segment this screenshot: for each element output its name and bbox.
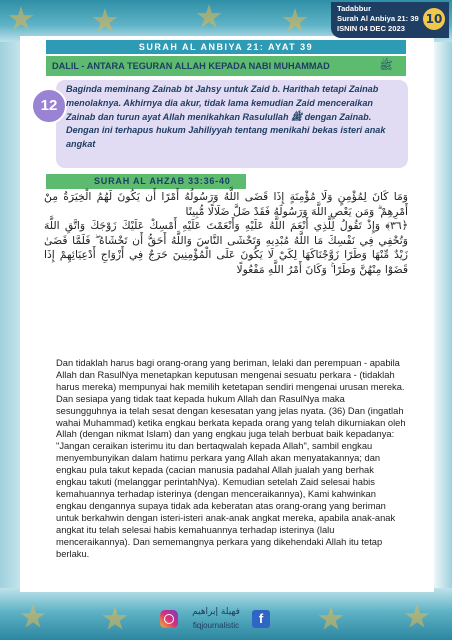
facebook-icon[interactable]: f <box>252 610 270 628</box>
salawat-seal-icon: ﷺ <box>291 111 303 122</box>
section-title: SURAH AL ANBIYA 21: AYAT 39 <box>46 40 406 54</box>
dalil-band <box>46 56 406 76</box>
card-text-part1: Baginda meminang Zainab bt Jahsy untuk Zaid b. Harithah tetapi Zainab menolaknya. Akhirnya dia akur, tidak lama kemudian Zaid menceraikan Zainab dan turun ayat Allah menikahkan Rasulullah <box>66 84 379 122</box>
card-text-part2: dengan Zainab. Dengan ini terhapus hukum Jahiliyyah tentang menikahi bekas isteri anak angkat <box>66 111 386 150</box>
date-label: ISNIN 04 DEC 2023 <box>337 24 405 33</box>
salawat-seal-icon: ﷺ <box>379 59 393 72</box>
surah-ahzab-band: SURAH AL AHZAB 33:36-40 <box>46 174 246 189</box>
header-tag <box>331 2 449 38</box>
series-label: Tadabbur <box>337 4 372 13</box>
instagram-icon[interactable] <box>160 610 178 628</box>
arabic-verse-36: وَمَا كَانَ لِمُؤْمِنٍ وَلَا مُؤْمِنَةٍ إِذَا قَضَى اللَّهُ وَرَسُولُهُ أَمْرًا أَن يَكُونَ لَهُمُ الْخِيَرَةُ مِنْ أَمْرِهِمْ ۗ وَمَن يَعْصِ اللَّهَ وَرَسُولَهُ فَقَدْ ضَلَّ ضَلَالًا مُّبِينًا <box>44 190 408 218</box>
footer-credit <box>160 606 290 636</box>
arabic-verses <box>44 190 408 278</box>
page-number: 10 <box>423 8 445 30</box>
author-handle[interactable]: fiqjournalistic <box>192 621 240 630</box>
card-number-badge: 12 <box>31 88 67 124</box>
arabic-verse-37: ﴿٣٦﴾ وَإِذْ تَقُولُ لِلَّذِي أَنْعَمَ اللَّهُ عَلَيْهِ وَأَنْعَمْتَ عَلَيْهِ أَمْسِكْ عَلَيْكَ زَوْجَكَ وَاتَّقِ اللَّهَ وَتُخْفِي فِي نَفْسِكَ مَا اللَّهُ مُبْدِيهِ وَتَخْشَى النَّاسَ وَاللَّهُ أَحَقُّ أَن تَخْشَاهُ ۖ فَلَمَّا قَضَىٰ زَيْدٌ مِّنْهَا وَطَرًا زَوَّجْنَاكَهَا لِكَيْ لَا يَكُونَ عَلَى الْمُؤْمِنِينَ حَرَجٌ فِي أَزْوَاجِ أَدْعِيَائِهِمْ إِذَا قَضَوْا مِنْهُنَّ وَطَرًا ۚ وَكَانَ أَمْرُ اللَّهِ مَفْعُولًا <box>44 219 408 276</box>
dalil-title: DALIL - ANTARA TEGURAN ALLAH KEPADA NABI MUHAMMAD <box>52 61 330 71</box>
translation-text: Dan tidaklah harus bagi orang-orang yang beriman, lelaki dan perempuan - apabila Allah dan RasulNya menetapkan keputusan mengenai sesuatu perkara - (tidaklah harus mereka) mempunyai hak memilih ketetapan sendiri mengenai urusan mereka. Dan sesiapa yang tidak taat kepada hukum Allah dan RasulNya maka sesungguhnya ia telah sesat dengan kesesatan yang jelas nyata. (36) Dan (ingatlah wahai Muhammad) ketika engkau berkata kepada orang yang telah dikurniakan oleh Allah (dengan nikmat Islam) dan yang engkau juga telah berbuat baik kepadanya: "Jangan ceraikan isterimu itu dan bertaqwalah kepada Allah", sambil engkau menyembunyikan dalam hatimu perkara yang Allah akan menyatakannya; dan engkau pula takut kepada (cacian manusia padahal Allah jualah yang berhak engkau takuti (melanggar perintahNya). Kemudian setelah Zaid selesai habis kemahuannya terhadap isterinya (dengan menceraikannya), Kami kahwinkan engkau dengannya supaya tidak ada keberatan atas orang-orang yang beriman untuk berkahwin dengan isteri-isteri anak-anak angkat mereka, apabila anak-anak angkat itu telah selesai habis kemahuannya terhadap isterinya (lalu menceraikannya). Dan sememangnya perkara yang dikehendaki Allah itu tetap berlaku. <box>56 358 406 559</box>
right-pattern-border <box>434 42 452 588</box>
author-name-arabic: فهيلة إبراهيم <box>192 607 240 617</box>
card-text <box>66 83 402 152</box>
surah-reference: Surah Al Anbiya 21: 39 <box>337 14 419 23</box>
